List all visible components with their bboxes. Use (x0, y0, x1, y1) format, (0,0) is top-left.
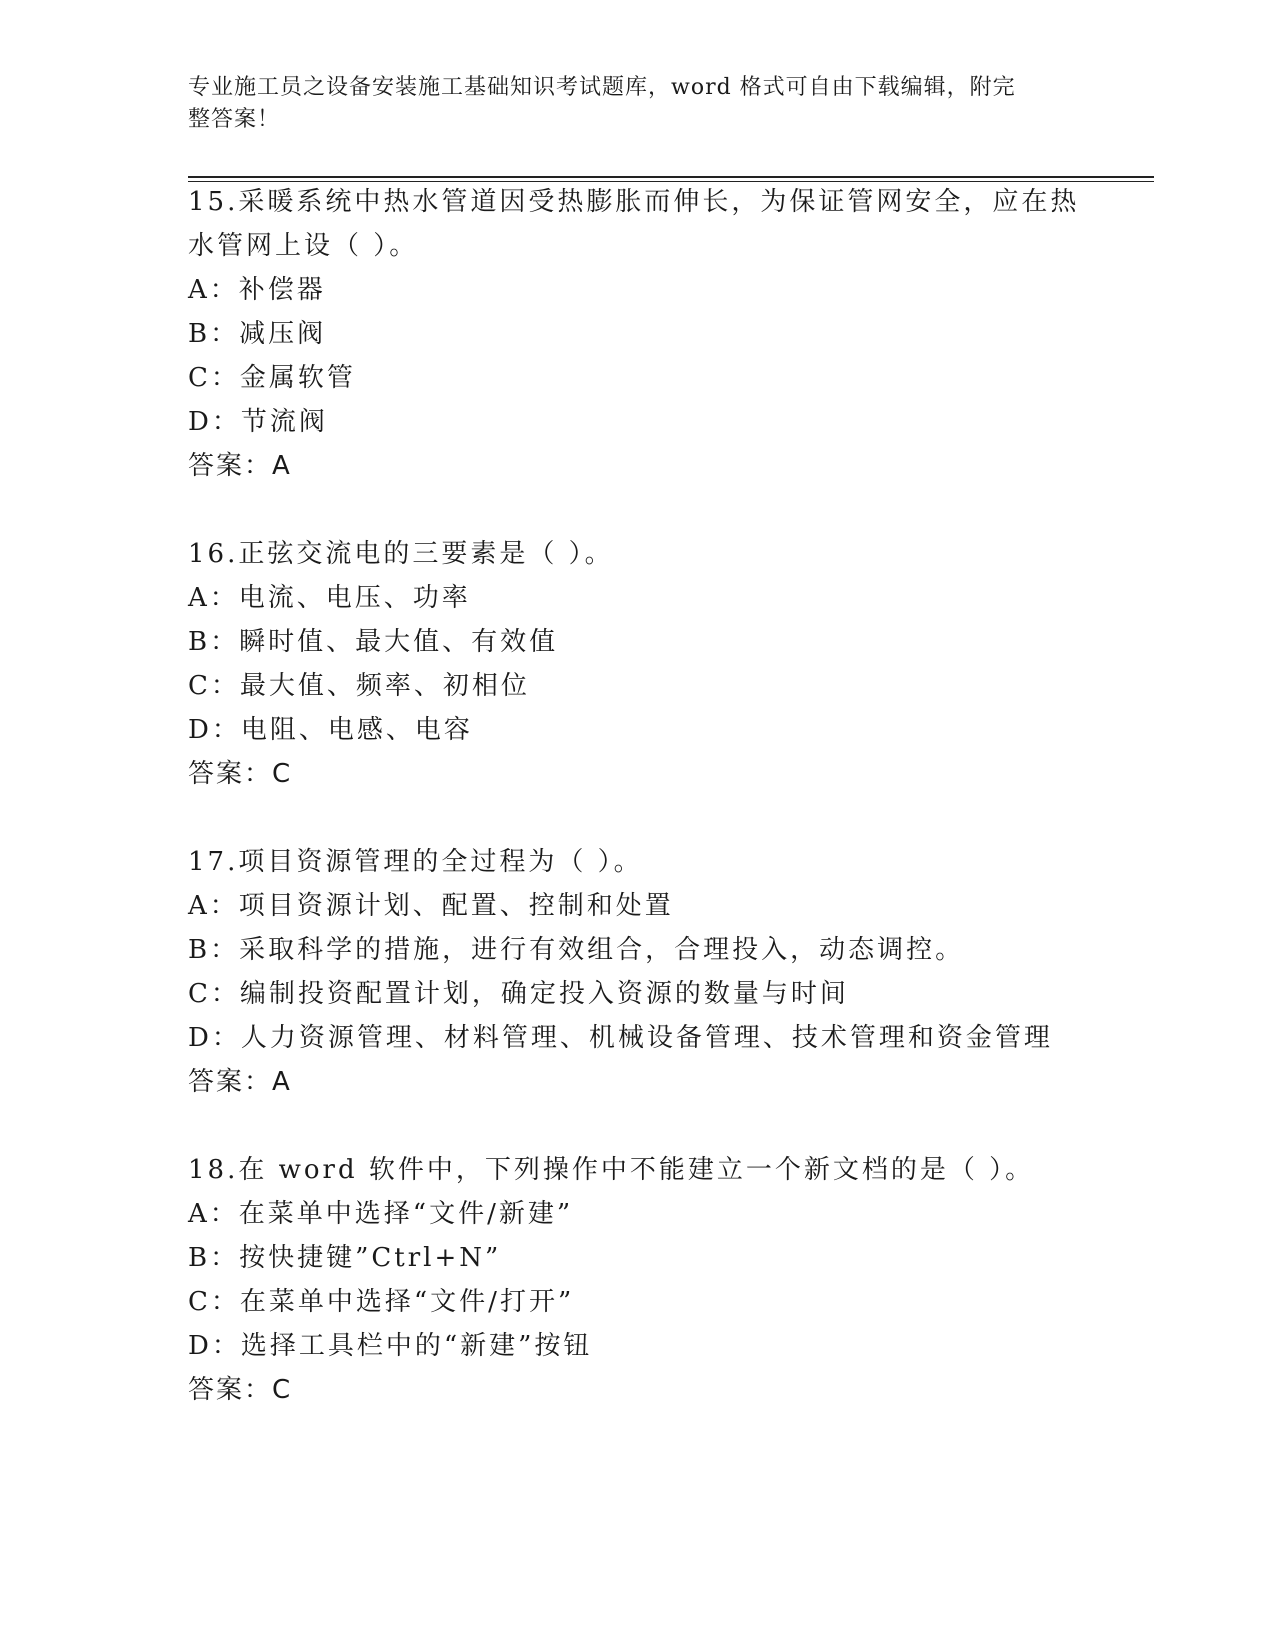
question-17-answer: 答案：A (188, 1067, 292, 1097)
question-17-option-a: A：项目资源计划、配置、控制和处置 (188, 891, 674, 921)
question-18-option-a: A：在菜单中选择“文件/新建” (188, 1199, 574, 1229)
question-15-option-c: C：金属软管 (188, 363, 356, 393)
question-15-option-a: A：补偿器 (188, 275, 326, 305)
header-line-1: 专业施工员之设备安装施工基础知识考试题库，word 格式可自由下载编辑，附完 (188, 75, 1016, 100)
question-16-option-d: D：电阻、电感、电容 (188, 715, 473, 745)
header-line-2: 整答案！ (188, 107, 281, 132)
question-16-option-a: A：电流、电压、功率 (188, 583, 471, 613)
header-divider-thin (188, 181, 1154, 182)
question-17-option-b: B：采取科学的措施，进行有效组合，合理投入，动态调控。 (188, 935, 965, 965)
question-15-answer: 答案：A (188, 451, 292, 481)
question-18-option-c: C：在菜单中选择“文件/打开” (188, 1287, 575, 1317)
question-18-stem-line-1: 18.在 word 软件中，下列操作中不能建立一个新文档的是（ ）。 (188, 1155, 1035, 1185)
question-18-answer: 答案：C (188, 1375, 293, 1405)
question-15-option-d: D：节流阀 (188, 407, 328, 437)
question-17-stem-line-1: 17.项目资源管理的全过程为（ ）。 (188, 847, 643, 877)
question-16-stem-line-1: 16.正弦交流电的三要素是（ ）。 (188, 539, 614, 569)
question-16-option-b: B：瞬时值、最大值、有效值 (188, 627, 559, 657)
question-17-option-d: D：人力资源管理、材料管理、机械设备管理、技术管理和资金管理 (188, 1023, 1053, 1053)
document-header (188, 72, 1068, 136)
question-17-option-c: C：编制投资配置计划，确定投入资源的数量与时间 (188, 979, 849, 1009)
question-18-option-d: D：选择工具栏中的“新建”按钮 (188, 1331, 593, 1361)
question-16-answer: 答案：C (188, 759, 293, 789)
question-16-option-c: C：最大值、频率、初相位 (188, 671, 530, 701)
question-15-stem-line-2: 水管网上设（ ）。 (188, 231, 419, 261)
question-15-option-b: B：减压阀 (188, 319, 327, 349)
header-divider-thick (188, 176, 1154, 178)
question-18-option-b: B：按快捷键”Ctrl+N” (188, 1243, 502, 1273)
question-15-stem-line-1: 15.采暖系统中热水管道因受热膨胀而伸长，为保证管网安全，应在热 (188, 187, 1080, 217)
